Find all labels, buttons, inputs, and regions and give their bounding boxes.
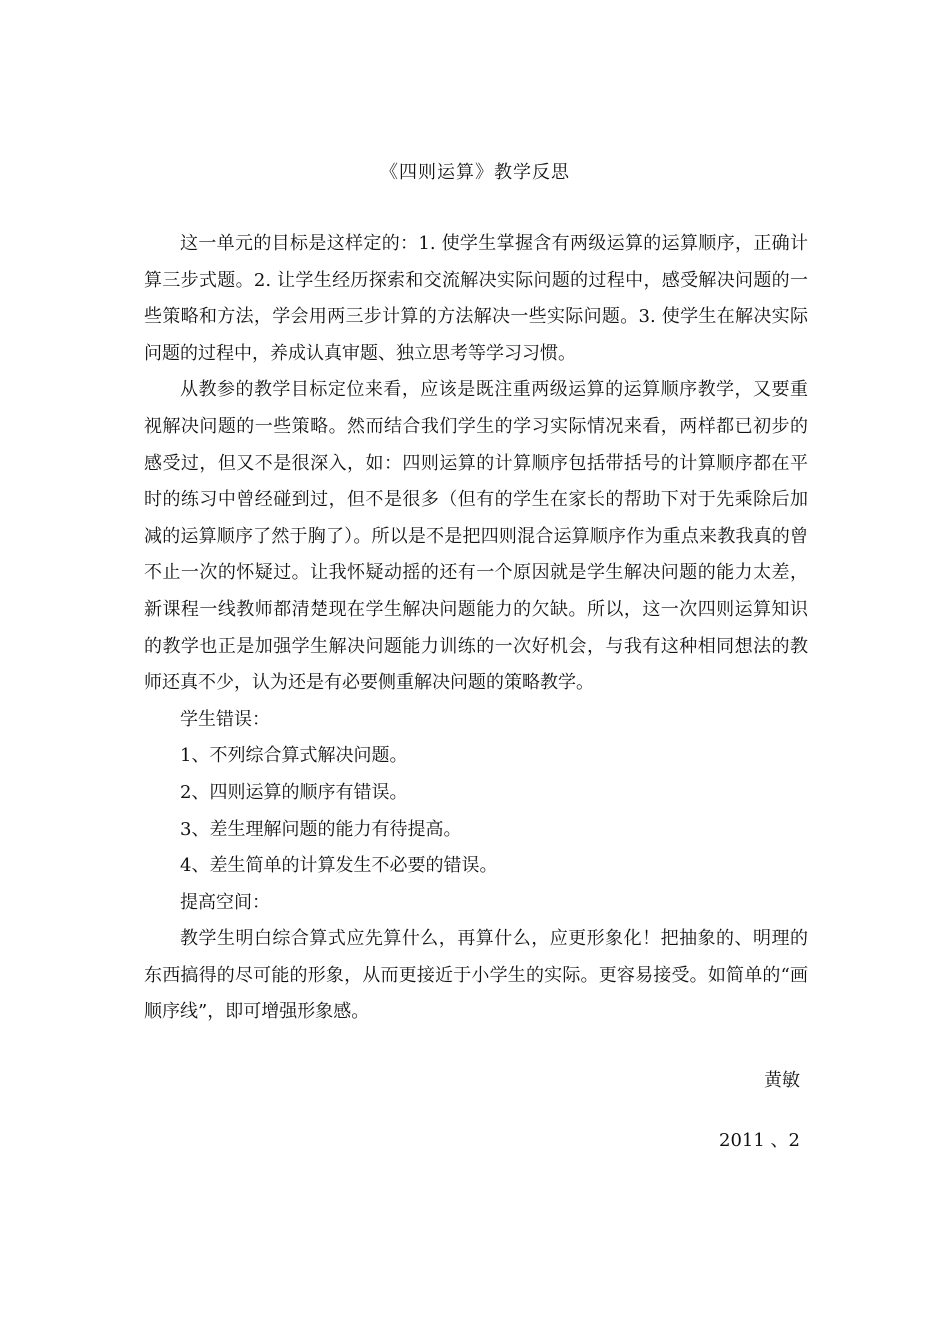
goals-paragraph: 这一单元的目标是这样定的：1. 使学生掌握含有两级运算的运算顺序，正确计算三步式题。2. 让学生经历探索和交流解决实际问题的过程中，感受解决问题的一些策略和方法，学会用两三步计算的方法解决一些实际问题。3. 使学生在解决实际问题的过程中，养成认真审题、独立思考等学习习惯。 (144, 233, 808, 364)
improve-heading: 提高空间： (180, 891, 270, 913)
document-body (144, 226, 808, 1031)
analysis-paragraph: 从教参的教学目标定位来看，应该是既注重两级运算的运算顺序教学，又要重视解决问题的一些策略。然而结合我们学生的学习实际情况来看，两样都已初步的感受过，但又不是很深入，如：四则运算的计算顺序包括带括号的计算顺序都在平时的练习中曾经碰到过，但不是很多（但有的学生在家长的帮助下对于先乘除后加减的运算顺序了然于胸了）。所以是不是把四则混合运算顺序作为重点来教我真的曾不止一次的怀疑过。让我怀疑动摇的还有一个原因就是学生解决问题的能力太差，新课程一线教师都清楚现在学生解决问题能力的欠缺。所以，这一次四则运算知识的教学也正是加强学生解决问题能力训练的一次好机会，与我有这种相同想法的教师还真不少，认为还是有必要侧重解决问题的策略教学。 (144, 379, 808, 694)
author-signature: 黄敏 (764, 1070, 800, 1091)
error-item: 3、差生理解问题的能力有待提高。 (180, 818, 462, 840)
errors-heading: 学生错误： (180, 708, 270, 730)
error-item: 4、差生简单的计算发生不必要的错误。 (180, 855, 498, 877)
error-item: 2、四则运算的顺序有错误。 (180, 781, 408, 803)
improve-paragraph: 教学生明白综合算式应先算什么，再算什么，应更形象化！把抽象的、明理的东西搞得的尽可能的形象，从而更接近于小学生的实际。更容易接受。如简单的“画顺序线”，即可增强形象感。 (144, 928, 808, 1023)
signature-date: 2011 、2 (719, 1130, 800, 1151)
document-title: 《四则运算》教学反思 (380, 162, 570, 183)
error-item: 1、不列综合算式解决问题。 (180, 745, 408, 767)
